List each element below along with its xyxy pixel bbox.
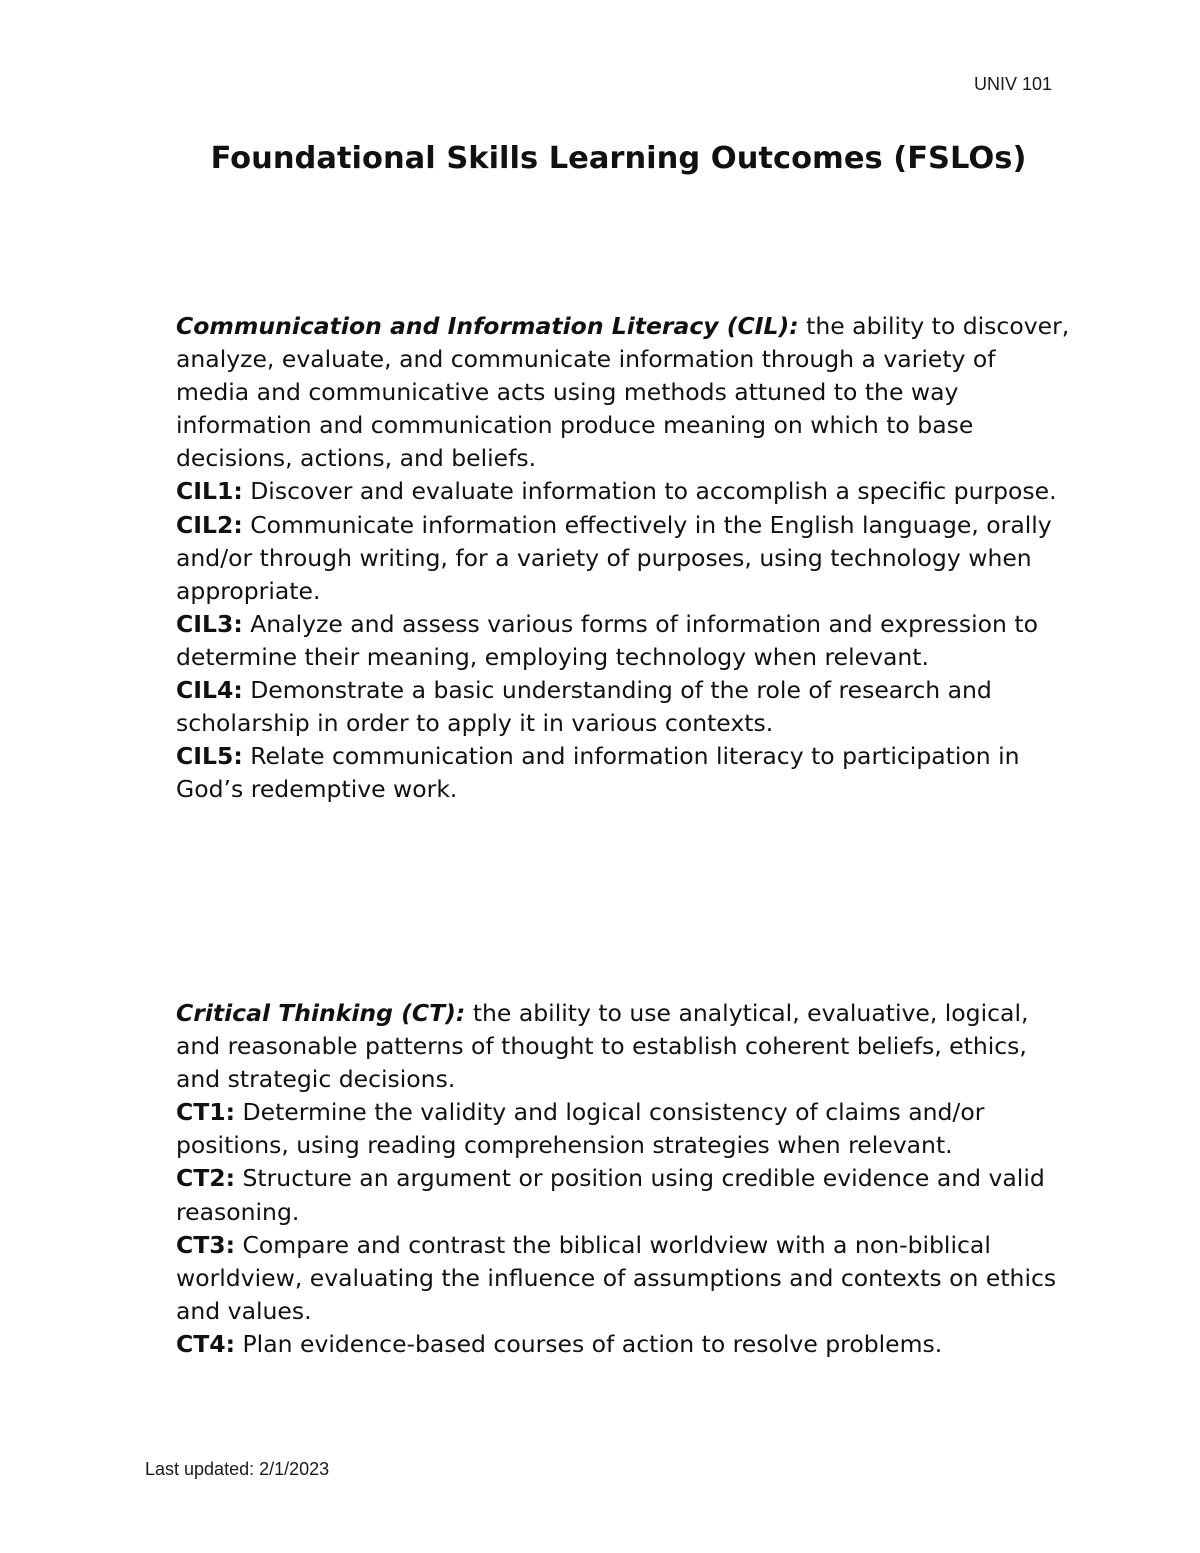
outcome-text: Determine the validity and logical consistency of claims and/or positions, using reading comprehension strategies when relevant. [176,1098,985,1160]
outcome-code: CT4: [176,1329,236,1358]
outcome-item [176,1328,1076,1361]
outcome-item [176,509,1076,608]
outcome-text: Analyze and assess various forms of information and expression to determine their meaning, employing technology when relevant. [176,609,1038,671]
section-term: Communication and Information Literacy (CIL): [176,312,799,340]
outcome-text: Relate communication and information literacy to participation in God’s redemptive work. [176,742,1020,804]
outcome-code: CIL5: [176,742,243,771]
outcome-text: Plan evidence-based courses of action to resolve problems. [242,1329,943,1358]
outcome-item [176,1096,1076,1162]
outcome-code: CT2: [176,1164,236,1193]
section-definition [176,310,1076,475]
outcome-item [176,740,1076,806]
section-ct [176,997,1076,1361]
outcome-item [176,1162,1076,1228]
outcome-code: CIL4: [176,676,243,705]
outcome-code: CIL3: [176,609,243,638]
definition-text: the ability to discover, analyze, evaluate, and communicate information through a variety of media and communicative acts using methods attuned to the way information and communication produce meaning on which to base decisions, actions, and beliefs. [176,312,1070,473]
outcome-item [176,674,1076,740]
outcome-code: CT3: [176,1230,236,1259]
section-term: Critical Thinking (CT): [176,999,466,1027]
outcome-text: Discover and evaluate information to accomplish a specific purpose. [250,477,1057,506]
section-definition [176,997,1076,1096]
last-updated: Last updated: 2/1/2023 [145,1459,330,1479]
page-title: Foundational Skills Learning Outcomes (FSLOs) [210,141,1027,176]
outcome-item [176,475,1076,508]
course-code: UNIV 101 [974,74,1053,94]
outcome-item [176,608,1076,674]
definition-text: the ability to use analytical, evaluative, logical, and reasonable patterns of thought to establish coherent beliefs, ethics, and strategic decisions. [176,999,1029,1094]
section-cil [176,310,1076,806]
outcome-text: Demonstrate a basic understanding of the role of research and scholarship in order to apply it in various contexts. [176,676,992,738]
outcome-code: CIL2: [176,510,243,539]
outcome-item [176,1229,1076,1328]
outcome-text: Communicate information effectively in the English language, orally and/or through writing, for a variety of purposes, using technology when appropriate. [176,510,1052,605]
outcome-text: Structure an argument or position using credible evidence and valid reasoning. [176,1164,1045,1226]
outcome-code: CIL1: [176,477,243,506]
outcome-text: Compare and contrast the biblical worldview with a non-biblical worldview, evaluating the influence of assumptions and contexts on ethics and values. [176,1230,1057,1325]
outcome-code: CT1: [176,1098,236,1127]
